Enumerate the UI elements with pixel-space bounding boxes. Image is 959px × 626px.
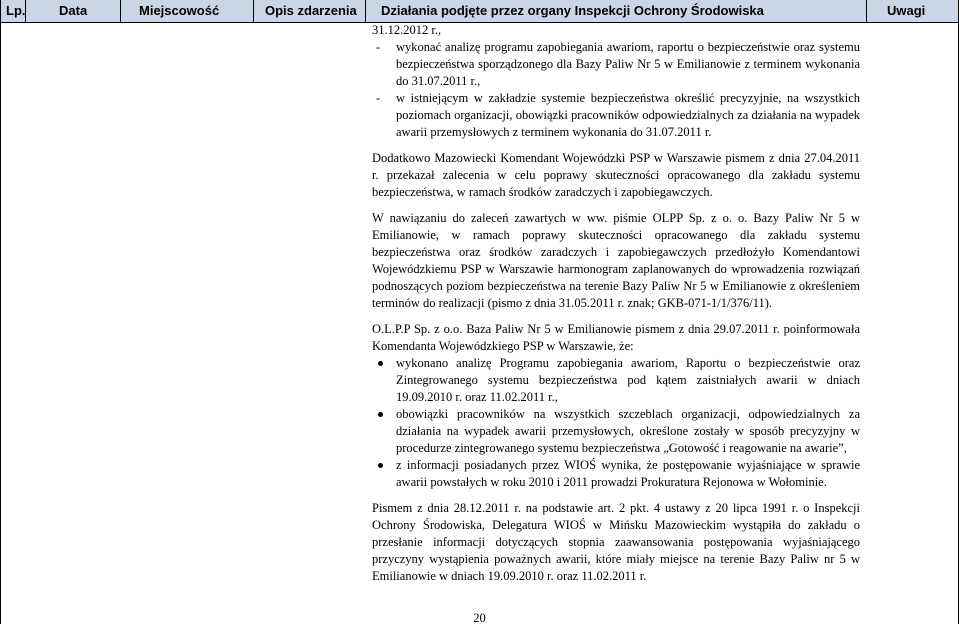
paragraph: O.L.P.P Sp. z o.o. Baza Paliw Nr 5 w Emilianowie pismem z dnia 29.07.2011 r. poinformowała Komendanta Wojewódzkiego PSP w Warszawie, że: [372, 322, 860, 353]
header-data: Data [59, 3, 88, 18]
paragraph: Pismem z dnia 28.12.2011 r. na podstawie art. 2 pkt. 4 ustawy z 20 lipca 1991 r. o Inspekcji Ochrony Środowiska, Delegatura WIOŚ w Mińsku Mazowieckim wystąpiła do zakładu o przesłanie informacji dotyczących stopnia zaawansowania postępowania wyjaśniającego przyczyny wystąpienia poważnych awarii, które miały miejsce na terenie Bazy Paliw nr 5 w Emilianowie w dniach 19.09.2010 r. oraz 11.02.2011 r. [372, 501, 860, 583]
column-divider [365, 0, 366, 22]
dash-item-text: wykonać analizę programu zapobiegania awariom, raportu o bezpieczeństwie oraz systemu bezpieczeństwa sporządzonego dla Bazy Paliw Nr 5 w Emilianowie z terminem wykonania do 31.07.2011 r., [396, 40, 860, 88]
column-divider [25, 0, 26, 22]
bullet-item [372, 355, 860, 406]
dash-item [372, 39, 860, 90]
header-uwagi: Uwagi [887, 3, 926, 18]
header-lp: Lp. [6, 3, 26, 18]
bullet-item [372, 406, 860, 457]
dash-item-text: w istniejącym w zakładzie systemie bezpieczeństwa określić precyzyjnie, na wszystkich poziomach organizacji, obowiązki pracowników odpowiedzialnych za działania na wypadek awarii przemysłowych z terminem wykonania do 31.07.2011 r. [396, 91, 860, 139]
bullet-item-text: z informacji posiadanych przez WIOŚ wynika, że postępowanie wyjaśniające w sprawie awarii powstałych w roku 2010 i 2011 prowadzi Prokuratura Rejonowa w Wołominie. [396, 458, 860, 489]
table-header [0, 0, 959, 23]
text-line: 31.12.2012 r., [372, 23, 442, 37]
column-divider [120, 0, 121, 22]
header-opis-zdarzenia: Opis zdarzenia [265, 3, 357, 18]
table-border-left [0, 0, 1, 624]
bullet-marker [378, 412, 383, 417]
bullet-item-text: obowiązki pracowników na wszystkich szczeblach organizacji, odpowiedzialnych za działania na wypadek awarii przemysłowych, określone zostały w sposób precyzyjny w procedurze zintegrowanego systemu bezpieczeństwa „Gotowość i reagowanie na awarie”, [396, 407, 860, 455]
bullet-marker [378, 463, 383, 468]
paragraph: W nawiązaniu do zaleceń zawartych w ww. piśmie OLPP Sp. z o. o. Bazy Paliw Nr 5 w Emilianowie, w ramach poprawy skuteczności opracowanego dla zakładu systemu bezpieczeństwa oraz środków zaradczych i zapobiegawczych przedłożyło Komendantowi Wojewódzkiemu PSP w Warszawie harmonogram zaplanowanych do wprowadzenia rozwiązań podnoszących poziom bezpieczeństwa na terenie Bazy Paliw Nr 5 w Emilianowie z określeniem terminów do realizacji (pismo z dnia 31.05.2011 r. znak; GKB-071-1/1/376/11). [372, 211, 860, 310]
dash-marker: - [376, 91, 381, 105]
bullet-marker [378, 361, 383, 366]
bullet-item-text: wykonano analizę Programu zapobiegania awariom, Raportu o bezpieczeństwie oraz Zintegrowanego systemu bezpieczeństwa pod kątem zaistniałych awarii w dniach 19.09.2010 r. oraz 11.02.2011 r., [396, 356, 860, 404]
header-miejscowosc: Miejscowość [139, 3, 220, 18]
bullet-item [372, 457, 860, 491]
dash-item [372, 90, 860, 141]
dash-marker: - [376, 40, 381, 54]
header-dzialania: Działania podjęte przez organy Inspekcji Ochrony Środowiska [381, 3, 764, 18]
paragraph: Dodatkowo Mazowiecki Komendant Wojewódzki PSP w Warszawie pismem z dnia 27.04.2011 r. przekazał zalecenia w celu poprawy skuteczności opracowanego dla zakładu systemu bezpieczeństwa, w ramach środków zaradczych i zapobiegawczych. [372, 151, 860, 199]
page-number: 20 [473, 611, 486, 625]
column-divider [253, 0, 254, 22]
column-divider [866, 0, 867, 22]
actions-cell [372, 22, 860, 585]
